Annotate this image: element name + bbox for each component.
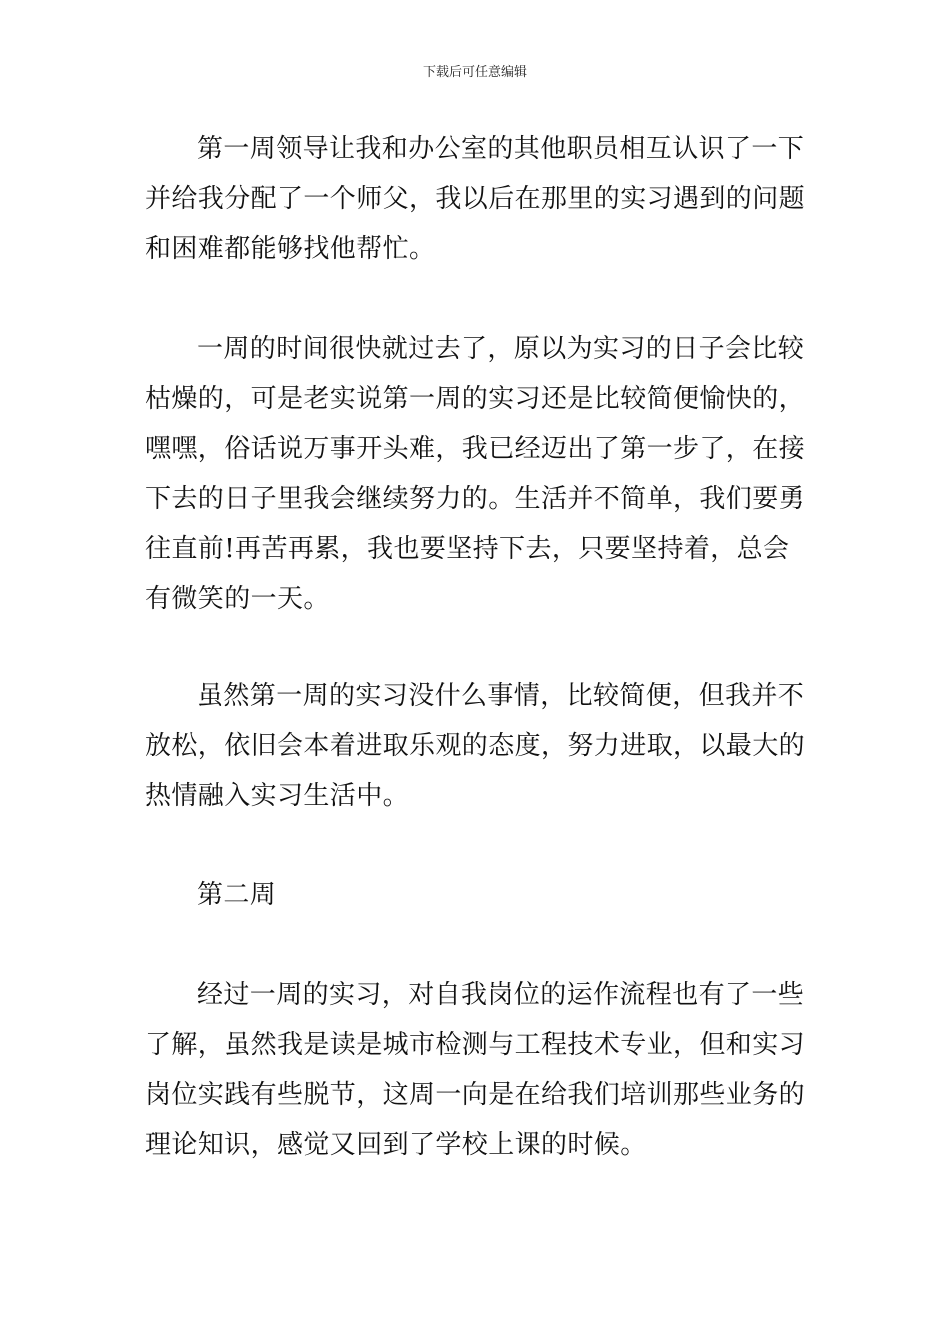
paragraph-first-week-attitude: 虽然第一周的实习没什么事情，比较简便，但我并不放松，依旧会本着进取乐观的态度，努力进取，以最大的热情融入实习生活中。 <box>145 681 806 811</box>
section-heading-second-week: 第二周 <box>197 880 277 910</box>
paragraph-second-week-training: 经过一周的实习，对自我岗位的运作流程也有了一些了解，虽然我是读是城市检测与工程技术专业，但和实习岗位实践有些脱节，这周一向是在给我们培训那些业务的理论知识，感觉又回到了学校上课的时候。 <box>145 980 806 1160</box>
paragraph-first-week-reflection: 一周的时间很快就过去了，原以为实习的日子会比较枯燥的，可是老实说第一周的实习还是比较简便愉快的，嘿嘿，俗话说万事开头难，我已经迈出了第一步了，在接下去的日子里我会继续努力的。生活并不简单，我们要勇往直前!再苦再累，我也要坚持下去，只要坚持着，总会有微笑的一天。 <box>145 334 806 614</box>
page-header-note: 下载后可任意编辑 <box>422 65 527 80</box>
paragraph-first-week-intro: 第一周领导让我和办公室的其他职员相互认识了一下并给我分配了一个师父，我以后在那里的实习遇到的问题和困难都能够找他帮忙。 <box>145 134 806 264</box>
